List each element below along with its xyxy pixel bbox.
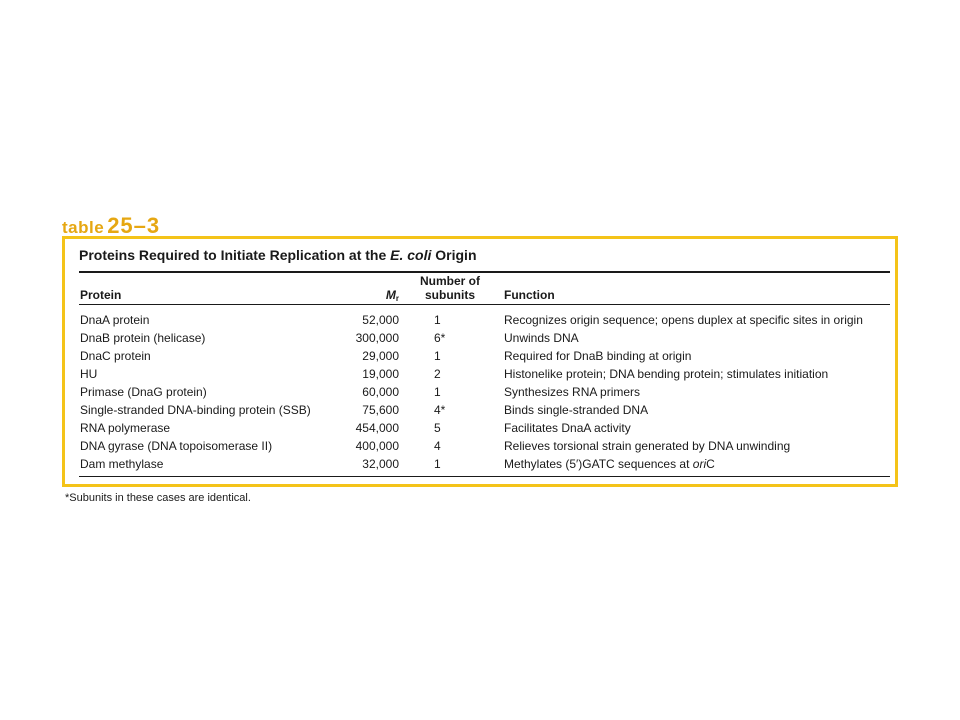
- cell-protein: Single-stranded DNA-binding protein (SSB): [80, 403, 311, 417]
- cell-function: [504, 455, 715, 473]
- cell-function: Histonelike protein; DNA bending protein; stimulates initiation: [504, 367, 829, 381]
- cell-protein: DnaB protein (helicase): [80, 331, 206, 345]
- cell-mr: 29,000: [362, 349, 399, 363]
- table-row: [65, 455, 895, 473]
- bottom-rule: [79, 476, 890, 477]
- cell-function: Binds single-stranded DNA: [504, 403, 649, 417]
- column-header-subunits: Number of subunits: [420, 274, 480, 302]
- header-rule: [79, 304, 890, 305]
- table-row: [65, 365, 895, 383]
- cell-function: Unwinds DNA: [504, 331, 579, 345]
- function-italic: ori: [692, 457, 707, 471]
- column-header-function: Function: [504, 288, 555, 302]
- cell-mr: 19,000: [362, 367, 399, 381]
- title-prefix: Proteins Required to Initiate Replication at the: [79, 247, 391, 263]
- cell-protein: DnaC protein: [80, 349, 151, 363]
- cell-subunits: 5: [434, 421, 441, 435]
- column-header-protein: Protein: [80, 288, 122, 302]
- table-row: [65, 383, 895, 401]
- cell-mr: 454,000: [355, 421, 399, 435]
- cell-subunits: 6*: [434, 331, 446, 345]
- cell-subunits: 4*: [434, 403, 446, 417]
- table-frame: [62, 236, 898, 487]
- table-row: [65, 347, 895, 365]
- cell-mr: 75,600: [362, 403, 399, 417]
- table-label-number: 25–3: [107, 213, 161, 238]
- cell-function: Relieves torsional strain generated by DNA unwinding: [504, 439, 791, 453]
- table-row: [65, 419, 895, 437]
- table-row: [65, 329, 895, 347]
- table-label-word: table: [62, 218, 105, 237]
- cell-function: Synthesizes RNA primers: [504, 385, 641, 399]
- cell-mr: 400,000: [355, 439, 399, 453]
- cell-function: Required for DnaB binding at origin: [504, 349, 692, 363]
- cell-subunits: 4: [434, 439, 441, 453]
- mr-subscript: r: [395, 294, 399, 303]
- table-title: [79, 247, 477, 263]
- table-row: [65, 311, 895, 329]
- cell-protein: HU: [80, 367, 98, 381]
- table-body: [65, 311, 895, 473]
- cell-subunits: 1: [434, 313, 441, 327]
- top-rule: [79, 271, 890, 273]
- table-footnote: *Subunits in these cases are identical.: [65, 492, 251, 504]
- column-header-mr: [355, 288, 399, 303]
- cell-subunits: 1: [434, 385, 441, 399]
- cell-protein: DNA gyrase (DNA topoisomerase II): [80, 439, 273, 453]
- table-row: [65, 437, 895, 455]
- function-prefix: Methylates (5′)GATC sequences at: [504, 457, 693, 471]
- table-number-label: [62, 213, 160, 237]
- table-row: [65, 401, 895, 419]
- function-suffix: C: [706, 457, 715, 471]
- cell-subunits: 2: [434, 367, 441, 381]
- cell-mr: 60,000: [362, 385, 399, 399]
- mr-main: M: [385, 288, 396, 302]
- cell-protein: Dam methylase: [80, 457, 164, 471]
- title-organism: E. coli: [390, 247, 432, 263]
- cell-mr: 300,000: [355, 331, 399, 345]
- cell-protein: RNA polymerase: [80, 421, 171, 435]
- cell-function: Recognizes origin sequence; opens duplex at specific sites in origin: [504, 313, 863, 327]
- cell-mr: 32,000: [362, 457, 399, 471]
- cell-protein: Primase (DnaG protein): [80, 385, 207, 399]
- title-suffix: Origin: [431, 247, 477, 263]
- cell-subunits: 1: [434, 349, 441, 363]
- cell-mr: 52,000: [362, 313, 399, 327]
- cell-protein: DnaA protein: [80, 313, 150, 327]
- cell-function: Facilitates DnaA activity: [504, 421, 631, 435]
- cell-subunits: 1: [434, 457, 441, 471]
